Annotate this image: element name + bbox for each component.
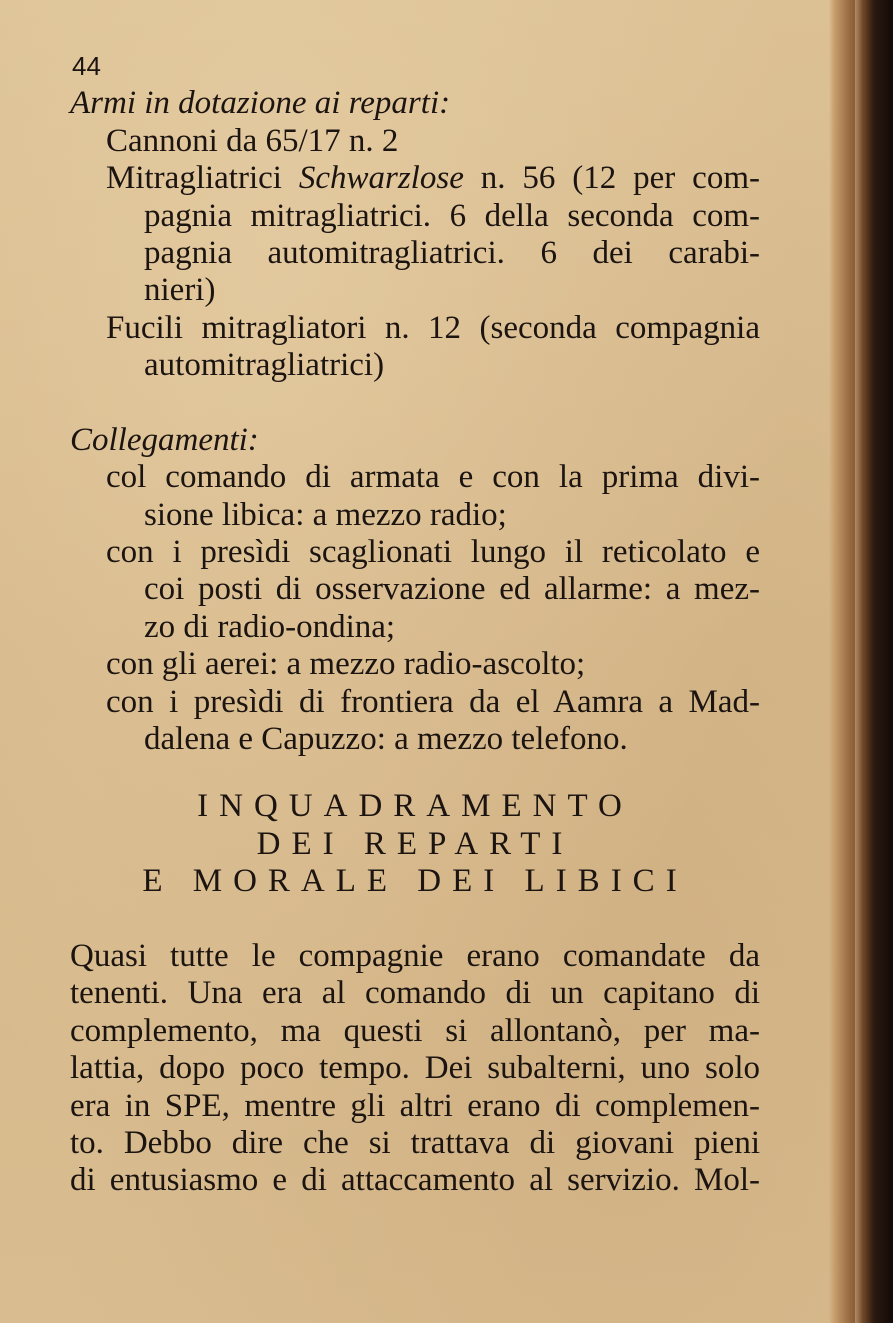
- paragraph-line: di entusiasmo e di attaccamento al servizio. Mol-: [70, 1162, 760, 1199]
- spine-highlight: [855, 0, 863, 1323]
- collegamenti-list-line: sione libica: a mezzo radio;: [144, 496, 507, 533]
- armi-list-line: nieri): [144, 272, 216, 309]
- section-armi-list: [70, 123, 760, 385]
- collegamenti-list-line: dalena e Capuzzo: a mezzo telefono.: [144, 721, 628, 758]
- paragraph-line: Quasi tutte le compagnie erano comandate da: [70, 937, 760, 974]
- armi-list-line: Fucili mitragliatori n. 12 (seconda compagnia: [106, 309, 760, 346]
- armi-list-line: pagnia mitragliatrici. 6 della seconda com-: [144, 197, 760, 234]
- paragraph-line: era in SPE, mentre gli altri erano di complemen-: [70, 1087, 760, 1124]
- paragraph-line: tenenti. Una era al comando di un capitano di: [70, 975, 760, 1012]
- collegamenti-list-line: coi posti di osservazione ed allarme: a mez-: [144, 571, 760, 608]
- collegamenti-list-line: con i presìdi di frontiera da el Aamra a Mad-: [106, 683, 760, 720]
- collegamenti-list-line: con i presìdi scaglionati lungo il reticolato e: [106, 534, 760, 571]
- spacer: [70, 901, 760, 938]
- section-title-collegamenti: Collegamenti:: [70, 421, 259, 458]
- spacer: [70, 758, 760, 788]
- spacer: [70, 385, 760, 422]
- armi-list-line: automitragliatrici): [144, 347, 385, 384]
- text-run: Mitragliatrici: [106, 160, 299, 197]
- chapter-heading-line-3: E MORALE DEI LIBICI: [142, 863, 688, 900]
- text-run: n. 56 (12 per com-: [463, 160, 760, 197]
- armi-list-line: Cannoni da 65/17 n. 2: [106, 122, 399, 159]
- body-paragraph: [70, 938, 760, 1200]
- section-title-armi: Armi in dotazione ai reparti:: [70, 85, 451, 122]
- paragraph-line: lattia, dopo poco tempo. Dei subalterni, uno solo: [70, 1050, 760, 1087]
- chapter-heading-line-1: INQUADRAMENTO: [197, 788, 633, 825]
- collegamenti-list-line: con gli aerei: a mezzo radio-ascolto;: [106, 646, 586, 683]
- paragraph-line: to. Debbo dire che si trattava di giovani pieni: [70, 1124, 760, 1161]
- paragraph-line: complemento, ma questi si allontanò, per ma-: [70, 1012, 760, 1049]
- page-text: [70, 48, 760, 1200]
- armi-list-line: pagnia automitragliatrici. 6 dei carabi-: [144, 234, 760, 271]
- armi-list-line: [70, 160, 760, 197]
- chapter-heading-line-2: DEI REPARTI: [256, 825, 574, 862]
- collegamenti-list-line: zo di radio-ondina;: [144, 608, 396, 645]
- collegamenti-list-line: col comando di armata e con la prima divi-: [106, 459, 760, 496]
- page-number: 44: [72, 51, 101, 81]
- italic-term: Schwarzlose: [298, 160, 464, 197]
- section-collegamenti-list: [70, 459, 760, 758]
